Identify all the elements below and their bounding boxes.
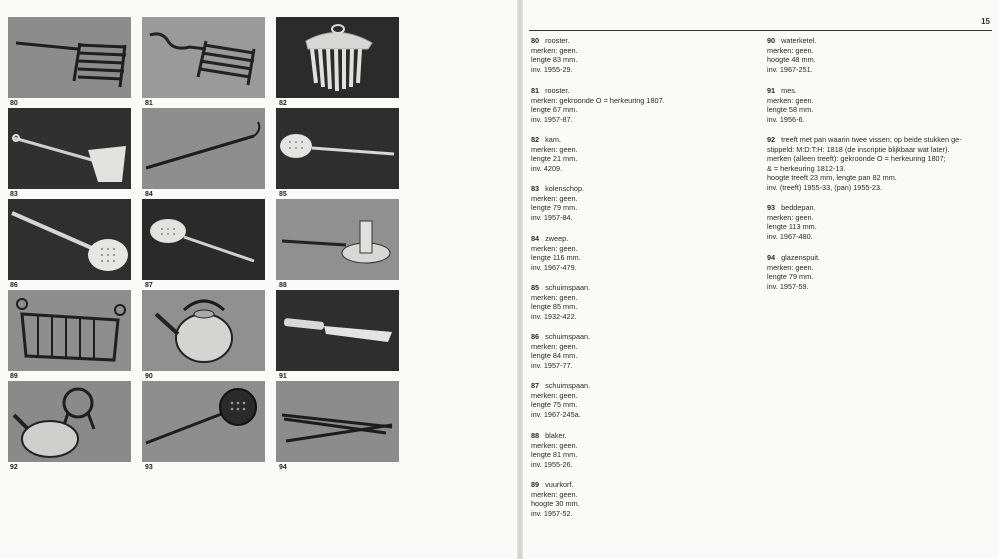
catalog-entry-92: 92 treeft met pan waarin twee vissen; op beide stukken ge- stippeld: M:D:T:H: 1818 (de inscriptie blijkbaar wat later). merken (alleen treeft): gekroonde O = herkeuring 1807; & = herkeuring 1812-13. hoogte treeft 23 mm, lengte pan 82 mm. inv. (treeft) 1955-33, (pan) 1955-23. [767,135,962,192]
grill-icon [142,17,265,98]
comb-icon [276,17,399,98]
candlestick-icon [276,199,399,280]
photo-number: 93 [145,464,153,471]
skimmer-icon [8,199,131,280]
catalog-entry-83: 83 kolenschop. merken: geen. lengte 79 mm. inv. 1957-84. [531,184,585,222]
catalog-entry-80: 80 rooster. merken: geen. lengte 83 mm. inv. 1955-29. [531,36,578,74]
catalog-entry-84: 84 zweep. merken: geen. lengte 116 mm. inv. 1967-479. [531,234,581,272]
right-page [521,0,999,559]
warming-pan-icon [142,381,265,462]
photo-number: 90 [145,373,153,380]
syringe-icon [276,381,399,462]
photo-number: 89 [10,373,18,380]
photo-number: 85 [279,191,287,198]
photo-89 [8,290,131,371]
photo-90 [142,290,265,371]
catalog-entry-88: 88 blaker. merken: geen. lengte 81 mm. inv. 1955-26. [531,431,578,469]
catalog-entry-81: 81 rooster. merken: gekroonde O = herkeuring 1807. lengte 67 mm. inv. 1957-87. [531,86,665,124]
photo-85 [276,108,399,189]
photo-80 [8,17,131,98]
fire-basket-icon [8,290,131,371]
photo-87 [142,199,265,280]
header-rule [529,30,992,31]
photo-93 [142,381,265,462]
book-gutter [517,0,523,559]
photo-86 [8,199,131,280]
photo-number: 86 [10,282,18,289]
catalog-entry-85: 85 schuimspaan. merken: geen. lengte 85 mm. inv. 1932-422. [531,283,591,321]
photo-number: 84 [145,191,153,198]
shovel-icon [8,108,131,189]
catalog-entry-91: 91 mes. merken: geen. lengte 58 mm. inv. 1956-6. [767,86,814,124]
photo-81 [142,17,265,98]
catalog-entry-94: 94 glazenspuit. merken: geen. lengte 79 mm. inv. 1957-59. [767,253,821,291]
catalog-entry-87: 87 schuimspaan. merken: geen. lengte 75 mm. inv. 1967-245a. [531,381,591,419]
photo-number: 83 [10,191,18,198]
page-number: 15 [981,17,990,26]
fish-pan-icon [8,381,131,462]
photo-number: 91 [279,373,287,380]
photo-84 [142,108,265,189]
photo-94 [276,381,399,462]
photo-88 [276,199,399,280]
grill-icon [8,17,131,98]
photo-number: 94 [279,464,287,471]
catalog-entry-90: 90 waterketel. merken: geen. hoogte 48 mm. inv. 1967-251. [767,36,817,74]
photo-number: 87 [145,282,153,289]
photo-number: 92 [10,464,18,471]
photo-91 [276,290,399,371]
kettle-icon [142,290,265,371]
catalog-entry-82: 82 kam. merken: geen. lengte 21 mm. inv. 4209. [531,135,578,173]
photo-number: 82 [279,100,287,107]
photo-number: 81 [145,100,153,107]
catalog-entry-89: 89 vuurkorf. merken: geen. hoogte 30 mm. inv. 1957-52. [531,480,580,518]
photo-number: 80 [10,100,18,107]
skimmer-icon [276,108,399,189]
photo-92 [8,381,131,462]
catalog-entry-86: 86 schuimspaan. merken: geen. lengte 84 mm. inv. 1957-77. [531,332,591,370]
whip-icon [142,108,265,189]
photo-82 [276,17,399,98]
skimmer-icon [142,199,265,280]
photo-83 [8,108,131,189]
knife-icon [276,290,399,371]
photo-number: 88 [279,282,287,289]
catalog-entry-93: 93 beddepan. merken: geen. lengte 113 mm. inv. 1967-480. [767,203,817,241]
